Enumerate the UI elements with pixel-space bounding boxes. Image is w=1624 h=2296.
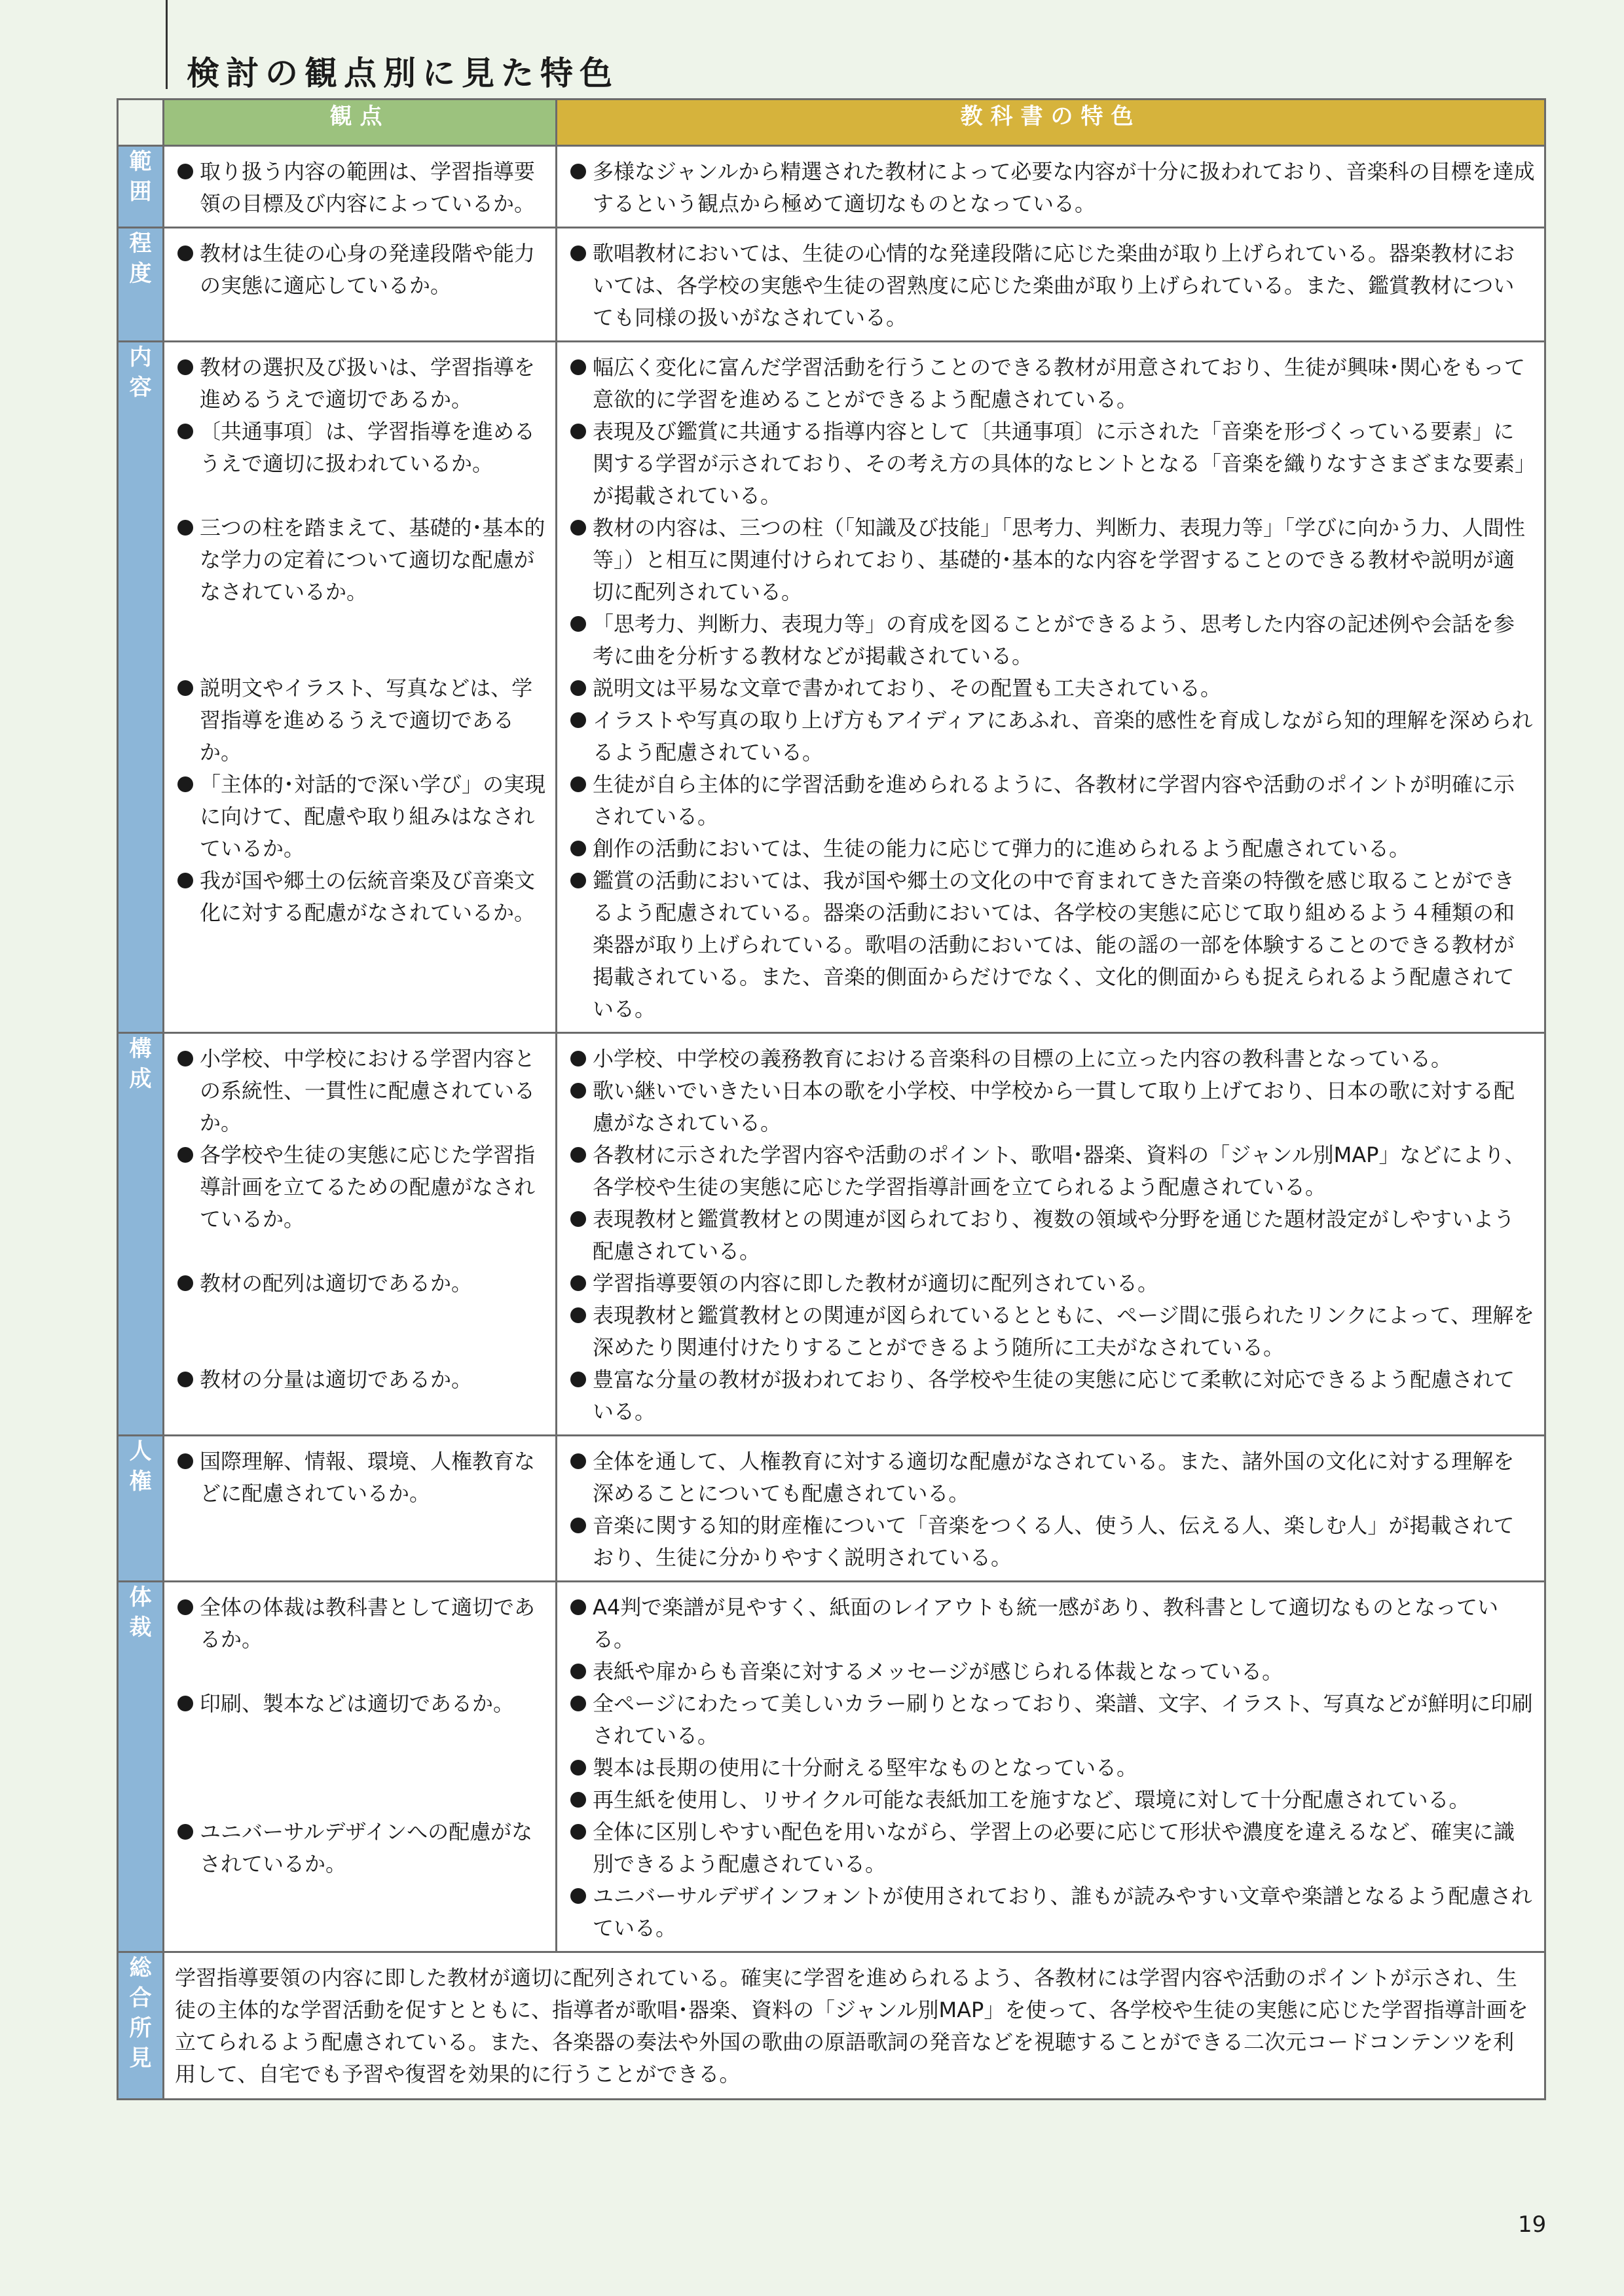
- category-label-char: 成: [129, 1066, 152, 1092]
- summary-row: [118, 1952, 1545, 2100]
- category-label-char: 囲: [129, 179, 152, 205]
- feature-item: 歌い継いでいきたい日本の歌を小学校、中学校から一貫して取り上げており、日本の歌に対する配慮がなされている。: [568, 1075, 1535, 1139]
- feature-item: 創作の活動においては、生徒の能力に応じて弾力的に進められるよう配慮されている。: [568, 833, 1535, 865]
- feature-item: 教材の内容は、三つの柱（「知識及び技能」「思考力、判断力、表現力等」「学びに向かう力、人間性等」）と相互に関連付けられており、基礎的･基本的な内容を学習することのできる教材や説明が適切に配列されている。: [568, 512, 1535, 608]
- category-label-char: 合: [129, 1985, 152, 2011]
- view-cell: [164, 228, 557, 342]
- feature-cell: [557, 342, 1545, 1033]
- view-item: 教材の選択及び扱いは、学習指導を進めるうえで適切であるか。: [175, 352, 546, 416]
- feature-item: 音楽に関する知的財産権について「音楽をつくる人、使う人、伝える人、楽しむ人」が掲載されており、生徒に分かりやすく説明されている。: [568, 1510, 1535, 1574]
- feature-item: イラストや写真の取り上げ方もアイディアにあふれ、音楽的感性を育成しながら知的理解を深められるよう配慮されている。: [568, 704, 1535, 769]
- category-label: [118, 1582, 164, 1952]
- category-label-char: 所: [129, 2015, 152, 2041]
- feature-item: A4判で楽譜が見やすく、紙面のレイアウトも統一感があり、教科書として適切なものとなっている。: [568, 1592, 1535, 1656]
- view-item: 印刷、製本などは適切であるか。: [175, 1688, 546, 1720]
- feature-item: 説明文は平易な文章で書かれており、その配置も工夫されている。: [568, 672, 1535, 704]
- category-label-char: 内: [129, 344, 152, 371]
- view-cell: [164, 342, 557, 1033]
- view-cell: [164, 1582, 557, 1952]
- category-label: [118, 1436, 164, 1582]
- feature-item: 歌唱教材においては、生徒の心情的な発達段階に応じた楽曲が取り上げられている。器楽教材においては、各学校の実態や生徒の習熟度に応じた楽曲が取り上げられている。また、鑑賞教材についても同様の扱いがなされている。: [568, 238, 1535, 334]
- header-blank-cell: [118, 100, 164, 146]
- view-item: 三つの柱を踏まえて、基礎的･基本的な学力の定着について適切な配慮がなされているか。: [175, 512, 546, 608]
- feature-cell: [557, 146, 1545, 228]
- category-label-char: 人: [129, 1438, 152, 1465]
- evaluation-table: [117, 98, 1546, 2100]
- category-label-char: 見: [129, 2045, 152, 2071]
- category-label-char: 程: [129, 230, 152, 257]
- feature-cell: [557, 1436, 1545, 1582]
- category-label-char: 裁: [129, 1614, 152, 1641]
- category-label-char: 総: [129, 1955, 152, 1981]
- view-item: 教材は生徒の心身の発達段階や能力の実態に適応しているか。: [175, 238, 546, 302]
- feature-item: 全体を通して、人権教育に対する適切な配慮がなされている。また、諸外国の文化に対する理解を深めることについても配慮されている。: [568, 1446, 1535, 1510]
- feature-item: 表紙や扉からも音楽に対するメッセージが感じられる体裁となっている。: [568, 1656, 1535, 1688]
- view-item: 〔共通事項〕は、学習指導を進めるうえで適切に扱われているか。: [175, 416, 546, 480]
- category-label: [118, 1033, 164, 1436]
- view-item: 教材の分量は適切であるか。: [175, 1364, 546, 1396]
- title-rule: [166, 0, 168, 89]
- feature-item: 全体に区別しやすい配色を用いながら、学習上の必要に応じて形状や濃度を違えるなど、確実に識別できるよう配慮されている。: [568, 1816, 1535, 1880]
- feature-item: 幅広く変化に富んだ学習活動を行うことのできる教材が用意されており、生徒が興味･関心をもって意欲的に学習を進めることができるよう配慮されている。: [568, 352, 1535, 416]
- view-item: 国際理解、情報、環境、人権教育などに配慮されているか。: [175, 1446, 546, 1510]
- view-cell: [164, 146, 557, 228]
- view-item: 取り扱う内容の範囲は、学習指導要領の目標及び内容によっているか。: [175, 156, 546, 220]
- feature-item: ユニバーサルデザインフォントが使用されており、誰もが読みやすい文章や楽譜となるよう配慮されている。: [568, 1880, 1535, 1944]
- category-label-char: 体: [129, 1584, 152, 1611]
- table-row: [118, 1582, 1545, 1952]
- category-label: [118, 1952, 164, 2100]
- view-cell: [164, 1033, 557, 1436]
- view-item: 我が国や郷土の伝統音楽及び音楽文化に対する配慮がなされているか。: [175, 865, 546, 929]
- feature-item: 表現及び鑑賞に共通する指導内容として〔共通事項〕に示された「音楽を形づくっている要素」に関する学習が示されており、その考え方の具体的なヒントとなる「音楽を織りなすさまざまな要素」が掲載されている。: [568, 416, 1535, 512]
- category-label: [118, 228, 164, 342]
- feature-item: 表現教材と鑑賞教材との関連が図られているとともに、ページ間に張られたリンクによって、理解を深めたり関連付けたりすることができるよう随所に工夫がなされている。: [568, 1300, 1535, 1364]
- category-label-char: 容: [129, 374, 152, 401]
- feature-cell: [557, 1582, 1545, 1952]
- category-label: [118, 342, 164, 1033]
- table-row: [118, 228, 1545, 342]
- table-header-row: [118, 100, 1545, 146]
- category-label-char: 権: [129, 1468, 152, 1495]
- category-label-char: 範: [129, 149, 152, 175]
- view-item: 「主体的･対話的で深い学び」の実現に向けて、配慮や取り組みはなされているか。: [175, 769, 546, 865]
- feature-item: 鑑賞の活動においては、我が国や郷土の文化の中で育まれてきた音楽の特徴を感じ取ることができるよう配慮されている。器楽の活動においては、各学校の実態に応じて取り組めるよう４種類の和楽器が取り上げられている。歌唱の活動においては、能の謡の一部を体験することのできる教材が掲載されている。また、音楽的側面からだけでなく、文化的側面からも捉えられるよう配慮されている。: [568, 865, 1535, 1025]
- table-row: [118, 146, 1545, 228]
- view-item: ユニバーサルデザインへの配慮がなされているか。: [175, 1816, 546, 1880]
- category-label-char: 度: [129, 261, 152, 287]
- feature-cell: [557, 1033, 1545, 1436]
- header-feature: 教科書の特色: [557, 100, 1545, 146]
- feature-item: 生徒が自ら主体的に学習活動を進められるように、各教材に学習内容や活動のポイントが明確に示されている。: [568, 769, 1535, 833]
- summary-text: 学習指導要領の内容に即した教材が適切に配列されている。確実に学習を進められるよう、各教材には学習内容や活動のポイントが示され、生徒の主体的な学習活動を促すとともに、指導者が歌唱･器楽、資料の「ジャンル別MAP」を使って、各学校や生徒の実態に応じた学習指導計画を立てられるよう配慮されている。また、各楽器の奏法や外国の歌曲の原語歌詞の発音などを視聴することができる二次元コードコンテンツを利用して、自宅でも予習や復習を効果的に行うことができる。: [164, 1952, 1545, 2100]
- view-cell: [164, 1436, 557, 1582]
- view-item: 各学校や生徒の実態に応じた学習指導計画を立てるための配慮がなされているか。: [175, 1139, 546, 1235]
- feature-item: 「思考力、判断力、表現力等」の育成を図ることができるよう、思考した内容の記述例や会話を参考に曲を分析する教材などが掲載されている。: [568, 608, 1535, 672]
- table-row: [118, 1436, 1545, 1582]
- view-item: 教材の配列は適切であるか。: [175, 1267, 546, 1300]
- feature-item: 多様なジャンルから精選された教材によって必要な内容が十分に扱われており、音楽科の目標を達成するという観点から極めて適切なものとなっている。: [568, 156, 1535, 220]
- feature-item: 再生紙を使用し、リサイクル可能な表紙加工を施すなど、環境に対して十分配慮されている。: [568, 1784, 1535, 1816]
- page-number: 19: [1518, 2212, 1547, 2238]
- view-item: 小学校、中学校における学習内容との系統性、一貫性に配慮されているか。: [175, 1043, 546, 1139]
- table-row: [118, 342, 1545, 1033]
- category-label: [118, 146, 164, 228]
- feature-item: 各教材に示された学習内容や活動のポイント、歌唱･器楽、資料の「ジャンル別MAP」などにより、各学校や生徒の実態に応じた学習指導計画を立てられるよう配慮されている。: [568, 1139, 1535, 1203]
- header-view: 観点: [164, 100, 557, 146]
- feature-item: 表現教材と鑑賞教材との関連が図られており、複数の領域や分野を通じた題材設定がしやすいよう配慮されている。: [568, 1203, 1535, 1267]
- feature-item: 全ページにわたって美しいカラー刷りとなっており、楽譜、文字、イラスト、写真などが鮮明に印刷されている。: [568, 1688, 1535, 1752]
- view-item: 説明文やイラスト、写真などは、学習指導を進めるうえで適切であるか。: [175, 672, 546, 769]
- category-label-char: 構: [129, 1036, 152, 1062]
- feature-item: 豊富な分量の教材が扱われており、各学校や生徒の実態に応じて柔軟に対応できるよう配慮されている。: [568, 1364, 1535, 1428]
- feature-item: 製本は長期の使用に十分耐える堅牢なものとなっている。: [568, 1752, 1535, 1784]
- feature-item: 学習指導要領の内容に即した教材が適切に配列されている。: [568, 1267, 1535, 1300]
- table-row: [118, 1033, 1545, 1436]
- page-title: 検討の観点別に見た特色: [187, 54, 619, 92]
- feature-item: 小学校、中学校の義務教育における音楽科の目標の上に立った内容の教科書となっている。: [568, 1043, 1535, 1075]
- view-item: 全体の体裁は教科書として適切であるか。: [175, 1592, 546, 1656]
- feature-cell: [557, 228, 1545, 342]
